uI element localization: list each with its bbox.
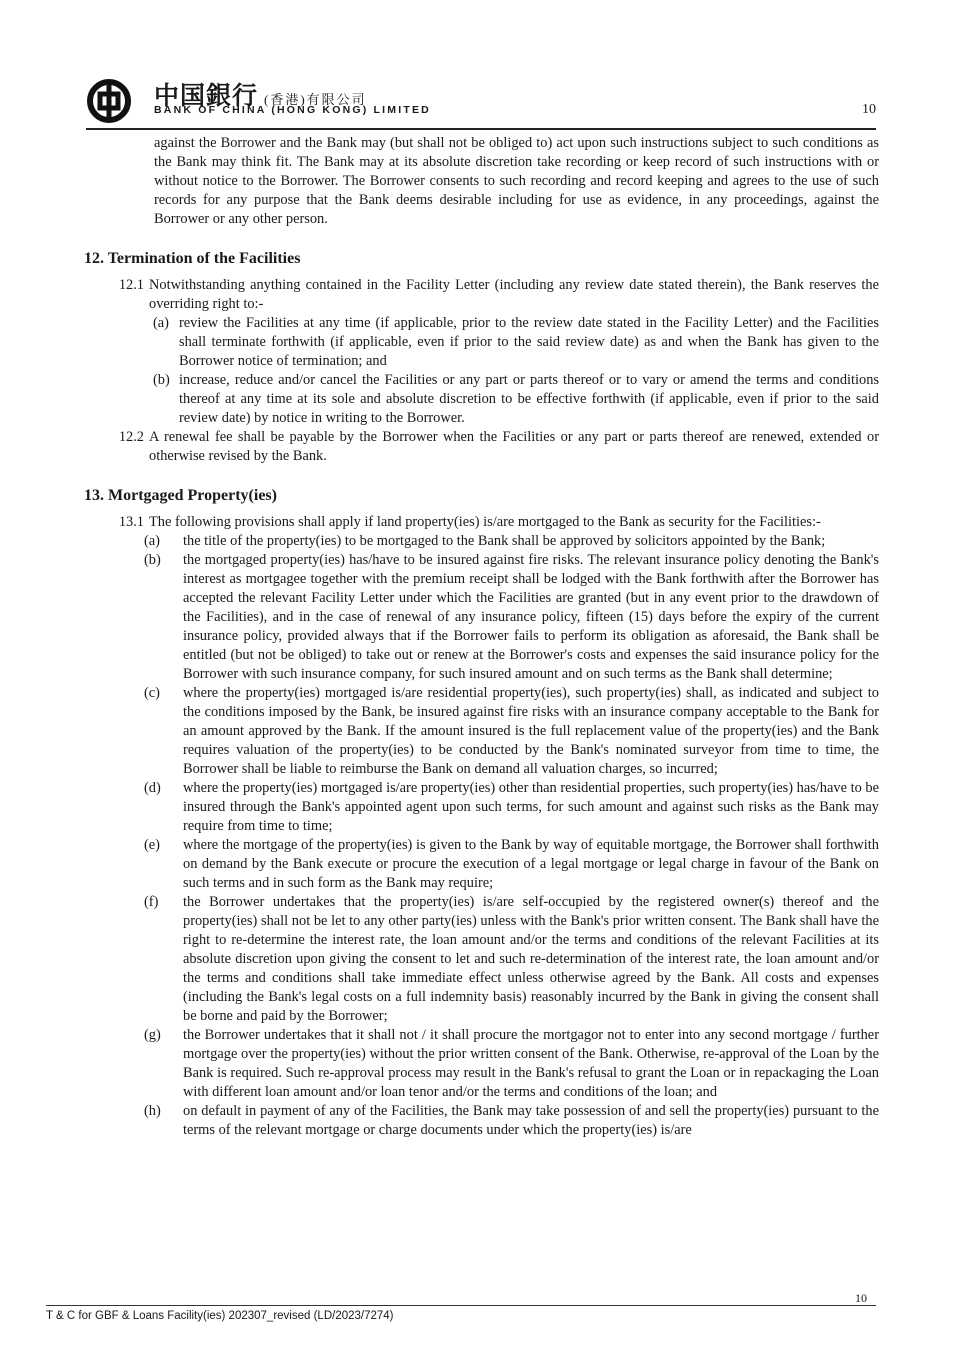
header-rule [86, 128, 876, 130]
sub-item-13-1-a [84, 532, 879, 551]
sub-item-text: the title of the property(ies) to be mortgaged to the Bank shall be approved by solicitors appointed by the Bank; [183, 533, 826, 549]
sub-item-text: review the Facilities at any time (if applicable, prior to the review date stated in the Facility Letter) and the Facilities shall terminate forthwith (if applicable, even if prior to the said review date) as and when the Bank has given to the Borrower notice of termination; and [179, 315, 879, 369]
clause-number: 12.2 [118, 429, 144, 445]
clause-text: The following provisions shall apply if land property(ies) is/are mortgaged to the Bank as security for the Facilities:- [149, 514, 821, 530]
clause-12-1 [84, 276, 879, 314]
sub-item-label: (e) [144, 837, 160, 853]
bank-name-cn: 中国銀行 (香港)有限公司 [154, 83, 367, 110]
clause-text: Notwithstanding anything contained in the Facility Letter (including any review date stated therein), the Bank reserves the overriding right to:- [149, 277, 879, 312]
sub-item-label: (d) [144, 780, 161, 796]
sub-item-label: (c) [144, 685, 160, 701]
page-number-top: 10 [862, 102, 876, 117]
section-13-title: 13. Mortgaged Property(ies) [84, 487, 277, 504]
clause-number: 12.1 [118, 277, 144, 293]
document-body [84, 134, 879, 1140]
sub-item-label: (f) [144, 894, 159, 910]
sub-item-text: the Borrower undertakes that it shall not / it shall procure the mortgagor not to enter into any second mortgage / further mortgage over the property(ies) without the prior written consent of the Bank. Otherwise, re-approval of the Loan by the Bank is required. Such re-approval process may result in the Bank's refusal to grant the Loan or in repackaging the Loan with different loan amount and/or loan tenor and/or the terms and conditions of the loan; and [183, 1027, 879, 1100]
sub-item-13-1-e [84, 836, 879, 893]
sub-item-label: (b) [144, 552, 161, 568]
sub-item-text: the Borrower undertakes that the property(ies) is/are self-occupied by the registered owner(s) thereof and the property(ies) shall not be let to any other party(ies) unless with the Bank's prior written consent. The Bank shall have the right to re-determine the interest rate, the loan amount and/or the terms and conditions of the relevant Facilities at its absolute discretion upon giving the consent to let and such re-determination of the interest rate, the loan amount and/or the terms and conditions shall take immediate effect unless otherwise agreed by the Bank. All costs and expenses (including the Bank's legal costs on a full indemnity basis) reasonably incurred by the Bank in giving the consent shall be borne and paid by the Borrower; [183, 894, 879, 1024]
sub-item-13-1-d [84, 779, 879, 836]
sub-item-13-1-b [84, 551, 879, 684]
sub-item-label: (a) [144, 533, 160, 549]
sub-item-12-1-b [84, 371, 879, 428]
sub-item-text: where the property(ies) mortgaged is/are residential property(ies), such property(ies) shall, as indicated and subject to the conditions imposed by the Bank, be insured against fire risks with an insurance company acceptable to the Bank for an amount approved by the Bank. If the amount insured is the full replacement value of the property(ies) and the Bank requires valuation of the property(ies) to be conducted by the Bank's nominated surveyor from time to time, the Borrower shall be liable to reimburse the Bank on demand all valuation charges, so incurred; [183, 685, 879, 777]
sub-item-13-1-h [84, 1102, 879, 1140]
clause-text: A renewal fee shall be payable by the Borrower when the Facilities or any part or parts thereof are renewed, extended or otherwise revised by the Bank. [149, 429, 879, 464]
sub-item-13-1-g [84, 1026, 879, 1102]
footer-rule [46, 1305, 876, 1306]
sub-item-13-1-f [84, 893, 879, 1026]
sub-item-12-1-a [84, 314, 879, 371]
bank-logo-icon [86, 78, 132, 124]
sub-item-text: where the mortgage of the property(ies) is given to the Bank by way of equitable mortgage, the Borrower shall forthwith on demand by the Bank execute or procure the execution of a legal mortgage or legal charge in favour of the Bank on such terms and in such form as the Bank may require; [183, 837, 879, 891]
sub-item-label: (h) [144, 1103, 161, 1119]
sub-item-label: (b) [153, 372, 170, 388]
clause-13-1 [84, 513, 879, 532]
page-header [86, 72, 876, 124]
intro-paragraph: against the Borrower and the Bank may (but shall not be obliged to) act upon such instructions subject to such conditions as the Bank may think fit. The Bank may at its absolute discretion take recording or keep record of such instructions with or without notice to the Borrower. The Borrower consents to such recording and record keeping and agrees to the use of such records for any purpose that the Bank deems desirable including for use as evidence, in any proceedings, against the Borrower or any other person. [154, 135, 879, 227]
sub-item-13-1-c [84, 684, 879, 779]
bank-name-cn-sub: (香港)有限公司 [264, 92, 367, 107]
bank-name-en: BANK OF CHINA (HONG KONG) LIMITED [154, 104, 431, 116]
sub-item-label: (a) [153, 315, 169, 331]
page-number-bottom: 10 [855, 1291, 867, 1305]
sub-item-text: the mortgaged property(ies) has/have to be insured against fire risks. The relevant insurance policy denoting the Bank's interest as mortgagee together with the premium receipt shall be lodged with the Bank forthwith after the Borrower has accepted the relevant Facility Letter under which the Facilities are granted (but in any event prior to the drawdown of the Facilities), and in the case of renewal of any insurance policy, fifteen (15) days before the expiry of the current insurance policy, provided always that if the Borrower fails to perform its obligation as aforesaid, the Bank shall be entitled (but not be obliged) to take out or renew at the Borrower's costs and expenses the said insurance policy for the Borrower with such insurance company, for such insured amount and on such terms as the Bank shall determine; [183, 552, 879, 682]
sub-item-text: on default in payment of any of the Facilities, the Bank may take possession of and sell the property(ies) pursuant to the terms of the relevant mortgage or charge documents under which the property(ies) is/are [183, 1103, 879, 1138]
clause-12-2 [84, 428, 879, 466]
section-12-title: 12. Termination of the Facilities [84, 250, 301, 267]
sub-item-text: where the property(ies) mortgaged is/are property(ies) other than residential properties, such property(ies) has/have to be insured through the Bank's appointed agent upon such terms, for such amount and against such risks as the Bank may require from time to time; [183, 780, 879, 834]
sub-item-label: (g) [144, 1027, 161, 1043]
footer-doc-ref: T & C for GBF & Loans Facility(ies) 202307_revised (LD/2023/7274) [46, 1310, 394, 1322]
clause-number: 13.1 [118, 514, 144, 530]
sub-item-text: increase, reduce and/or cancel the Facilities or any part or parts thereof or to vary or amend the terms and conditions thereof at any time at its sole and absolute discretion to be effective forthwith (if applicable, even if prior to the said review date) by notice in writing to the Borrower. [179, 372, 879, 426]
